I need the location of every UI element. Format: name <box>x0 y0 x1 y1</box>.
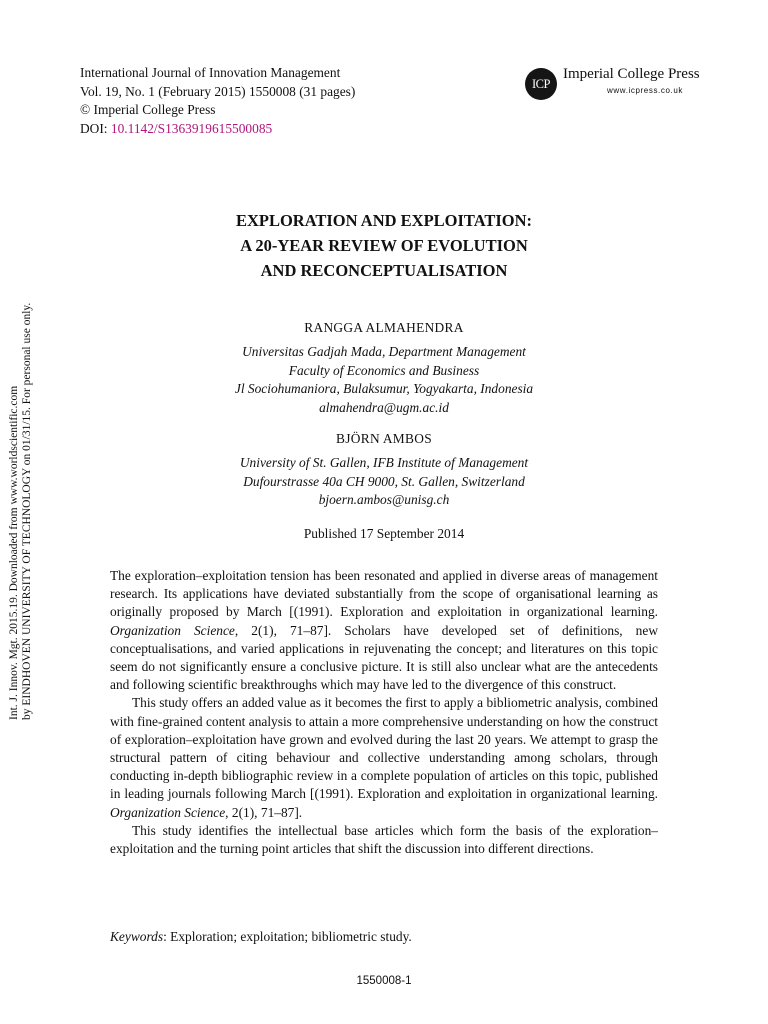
author-affiliation <box>0 454 768 510</box>
journal-name: International Journal of Innovation Management <box>80 65 341 80</box>
affiliation-line: Faculty of Economics and Business <box>288 362 480 378</box>
author-name: BJÖRN AMBOS <box>336 431 432 446</box>
doi-link[interactable]: 10.1142/S1363919615500085 <box>110 120 273 136</box>
abstract-paragraph: This study identifies the intellectual base articles which form the basis of the exploration–exploitation and the turning point articles that shift the discussion into different directions. <box>110 822 658 857</box>
affiliation-line: Dufourstrasse 40a CH 9000, St. Gallen, Switzerland <box>243 473 525 489</box>
journal-citation: Organization Science <box>110 622 235 638</box>
journal-header <box>80 64 355 138</box>
title-line: A 20-YEAR REVIEW OF EVOLUTION <box>240 236 528 255</box>
page-number: 1550008-1 <box>356 975 412 987</box>
abstract-paragraph <box>110 694 658 821</box>
title-line: AND RECONCEPTUALISATION <box>260 261 508 280</box>
doi-line <box>80 120 355 139</box>
publisher-logo <box>525 66 700 100</box>
author-email: bjoern.ambos@unisg.ch <box>318 492 450 507</box>
watermark-line: Int. J. Innov. Mgt. 2015.19. Downloaded from www.worldscientific.com <box>8 385 20 720</box>
keywords <box>110 929 412 945</box>
copyright: © Imperial College Press <box>80 102 216 117</box>
affiliation-line: Universitas Gadjah Mada, Department Management <box>242 344 526 359</box>
abstract <box>110 567 658 858</box>
watermark-line: by EINDHOVEN UNIVERSITY OF TECHNOLOGY on 01/31/15. For personal use only. <box>21 302 33 720</box>
abstract-text: The exploration–exploitation tension has been resonated and applied in diverse areas of management research. Its applications have deviated substantially from the scope of organisational learning as originally proposed by March [(1991). Exploration and exploitation in organizational learning. <box>110 568 658 620</box>
affiliation-line: Jl Sociohumaniora, Bulaksumur, Yogyakarta, Indonesia <box>234 381 534 396</box>
paper-title <box>0 208 768 283</box>
abstract-text: , 2(1), 71–87]. Scholars have developed set of definitions, new conceptualisations, and varied applications in rejuvenating the concept; and literatures on this topic seem do not significantly ensure a conclusive picture. It is still also unclear what are the antecedents and following scientific breakthroughs which may have led to the divergence of this construct. <box>110 622 658 693</box>
volume-info: Vol. 19, No. 1 (February 2015) 1550008 (31 pages) <box>80 83 356 99</box>
author-affiliation <box>0 343 768 417</box>
icp-logo-icon: ICP <box>525 68 557 100</box>
published-date: Published 17 September 2014 <box>303 526 465 541</box>
publisher-name: Imperial College Press <box>563 66 700 82</box>
author-name: RANGGA ALMAHENDRA <box>304 320 464 335</box>
download-watermark <box>8 303 34 720</box>
affiliation-line: University of St. Gallen, IFB Institute of Management <box>239 455 529 470</box>
abstract-paragraph <box>110 567 658 694</box>
keywords-value: : Exploration; exploitation; bibliometric study. <box>163 929 412 944</box>
journal-citation: Organization Science <box>110 804 226 820</box>
abstract-text: This study offers an added value as it becomes the first to apply a bibliometric analysis, combined with fine-grained content analysis to attain a more comprehensive understanding on how the construct of exploration–exploitation have grown and evolved during the last 20 years. We attempt to grasp the structural pattern of citing behaviour and collective understanding among scholars, through conducting in-depth bibliographic review in a complete population of articles on this topic, published in leading journals following March [(1991). Exploration and exploitation in organizational learning. <box>110 695 658 802</box>
author-email: almahendra@ugm.ac.id <box>319 399 449 415</box>
keywords-label: Keywords <box>110 929 164 944</box>
doi-label: DOI: <box>80 120 108 136</box>
publisher-url: www.icpress.co.uk <box>607 86 683 95</box>
abstract-text: , 2(1), 71–87]. <box>225 804 303 820</box>
title-line: EXPLORATION AND EXPLOITATION: <box>235 211 533 230</box>
